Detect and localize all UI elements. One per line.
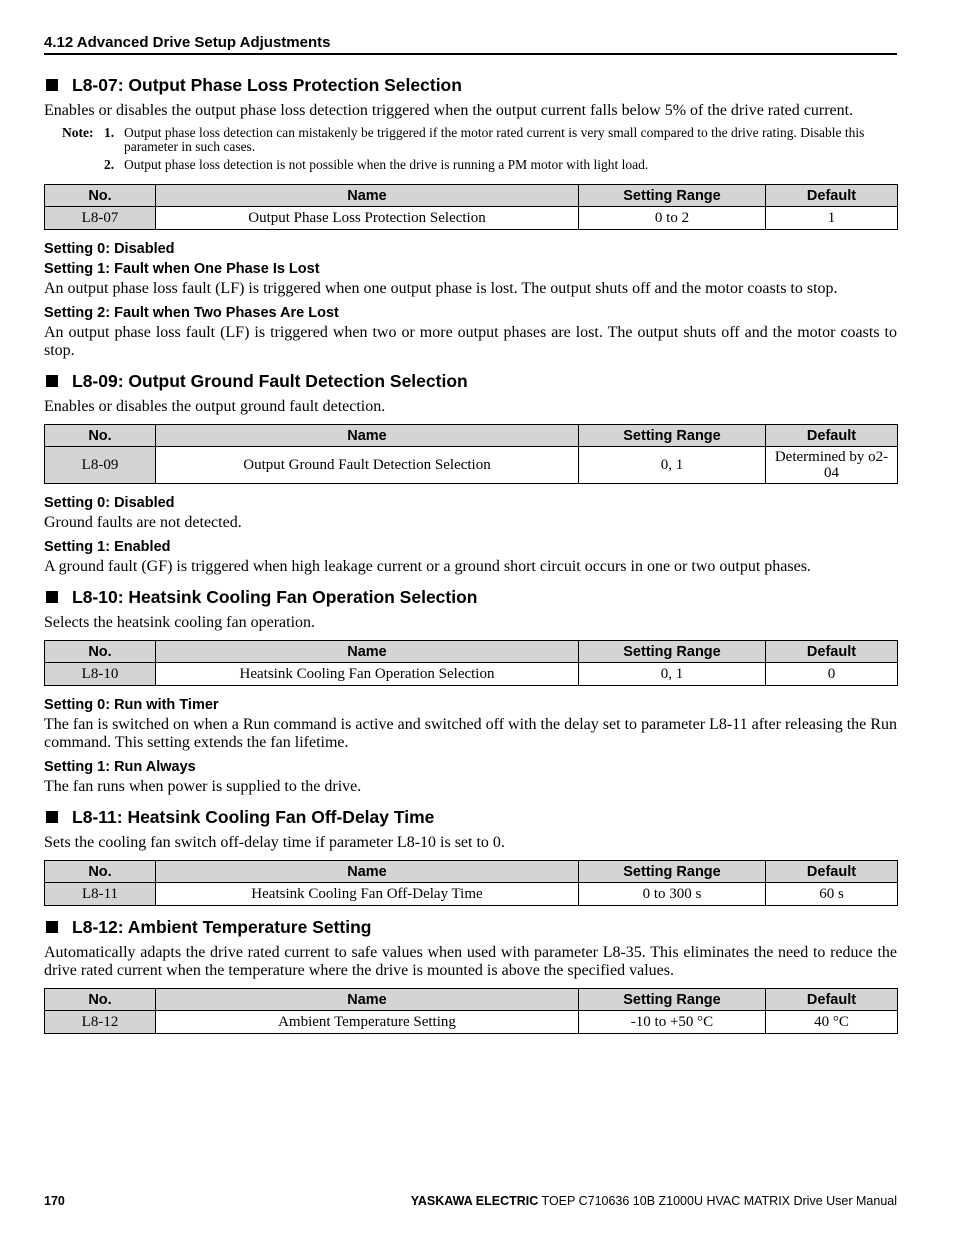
section-title-l8-12: L8-12: Ambient Temperature Setting <box>44 916 897 938</box>
section-title-l8-10: L8-10: Heatsink Cooling Fan Operation Selection <box>44 586 897 608</box>
table-row: L8-07 Output Phase Loss Protection Selection 0 to 2 1 <box>45 207 898 230</box>
setting-title: Setting 1: Fault when One Phase Is Lost <box>44 261 320 277</box>
table-row: L8-11 Heatsink Cooling Fan Off-Delay Time 0 to 300 s 60 s <box>45 883 898 906</box>
setting-text: A ground fault (GF) is triggered when high leakage current or a ground short circuit occurs in one or two output phases. <box>44 558 811 575</box>
note-item: 1. Output phase loss detection can mistakenly be triggered if the motor rated current is very small compared to the drive rating. Disable this parameter in such cases. <box>104 125 865 154</box>
section-bullet-icon <box>46 79 58 91</box>
section-bullet-icon <box>46 375 58 387</box>
page-footer <box>44 1194 897 1208</box>
setting-title: Setting 0: Disabled <box>44 241 175 257</box>
table-header-row: No. Name Setting Range Default <box>45 641 898 663</box>
setting-title: Setting 1: Run Always <box>44 759 196 775</box>
parameter-table-l8-11 <box>44 860 898 906</box>
parameter-table-l8-10 <box>44 640 898 686</box>
setting-title: Setting 1: Enabled <box>44 539 171 555</box>
parameter-table-l8-07 <box>44 184 898 230</box>
setting-title: Setting 0: Disabled <box>44 495 175 511</box>
table-row: L8-09 Output Ground Fault Detection Selection 0, 1 Determined by o2-04 <box>45 447 898 484</box>
table-header-row: No. Name Setting Range Default <box>45 425 898 447</box>
section-intro: Enables or disables the output phase loss detection triggered when the output current falls below 5% of the drive rated current. <box>44 102 854 119</box>
section-intro: Enables or disables the output ground fault detection. <box>44 398 386 415</box>
section-title-l8-09: L8-09: Output Ground Fault Detection Selection <box>44 370 897 392</box>
setting-title: Setting 0: Run with Timer <box>44 697 219 713</box>
section-intro: Automatically adapts the drive rated current to safe values when used with parameter L8-35. This eliminates the need to reduce the drive rated current when the temperature where the drive is mounted is above the specified values. <box>44 944 897 979</box>
page-header: 4.12 Advanced Drive Setup Adjustments <box>44 34 897 55</box>
section-title-l8-11: L8-11: Heatsink Cooling Fan Off-Delay Time <box>44 806 897 828</box>
parameter-table-l8-09 <box>44 424 898 484</box>
note-item: 2. Output phase loss detection is not possible when the drive is running a PM motor with light load. <box>104 157 649 172</box>
parameter-table-l8-12 <box>44 988 898 1034</box>
table-header-row: No. Name Setting Range Default <box>45 989 898 1011</box>
section-intro: Selects the heatsink cooling fan operation. <box>44 614 316 631</box>
note-block <box>44 126 897 176</box>
setting-text: An output phase loss fault (LF) is triggered when one output phase is lost. The output shuts off and the motor coasts to stop. <box>44 280 838 297</box>
table-row: L8-12 Ambient Temperature Setting -10 to +50 °C 40 °C <box>45 1011 898 1034</box>
table-header-row: No. Name Setting Range Default <box>45 185 898 207</box>
setting-text: The fan runs when power is supplied to the drive. <box>44 778 362 795</box>
page-number: 170 <box>44 1194 65 1208</box>
section-title-l8-07: L8-07: Output Phase Loss Protection Selection <box>44 74 897 96</box>
section-bullet-icon <box>46 921 58 933</box>
table-row: L8-10 Heatsink Cooling Fan Operation Selection 0, 1 0 <box>45 663 898 686</box>
section-bullet-icon <box>46 591 58 603</box>
section-bullet-icon <box>46 811 58 823</box>
page-content <box>44 74 897 1044</box>
setting-title: Setting 2: Fault when Two Phases Are Lost <box>44 305 339 321</box>
setting-text: Ground faults are not detected. <box>44 514 242 531</box>
note-label: Note: <box>62 125 94 140</box>
footer-doc-info: YASKAWA ELECTRIC TOEP C710636 10B Z1000U HVAC MATRIX Drive User Manual <box>410 1194 897 1208</box>
section-intro: Sets the cooling fan switch off-delay time if parameter L8-10 is set to 0. <box>44 834 505 851</box>
table-header-row: No. Name Setting Range Default <box>45 861 898 883</box>
setting-text: The fan is switched on when a Run command is active and switched off with the delay set to parameter L8-11 after releasing the Run command. This setting extends the fan lifetime. <box>44 716 897 751</box>
setting-text: An output phase loss fault (LF) is triggered when two or more output phases are lost. The output shuts off and the motor coasts to stop. <box>44 324 897 359</box>
